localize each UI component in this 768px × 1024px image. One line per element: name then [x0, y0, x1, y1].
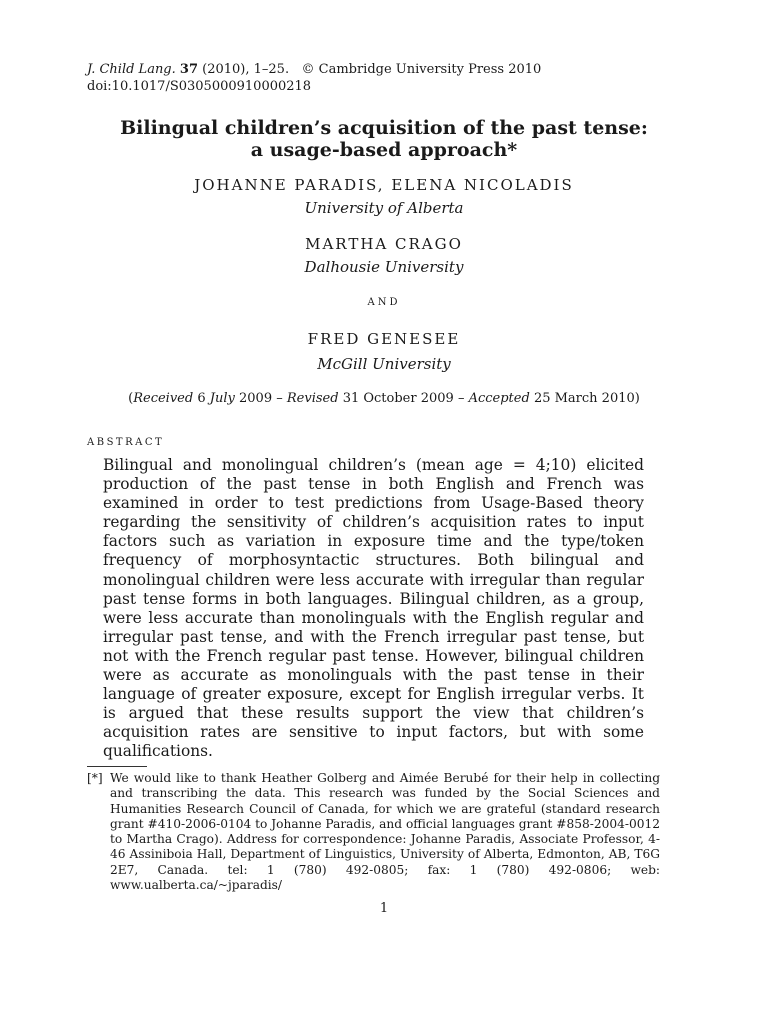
article-title-line-1: Bilingual children’s acquisition of the past tense: — [120, 117, 648, 139]
revised-date: 31 October 2009 — [342, 391, 454, 406]
author-affiliation-2: Dalhousie University — [304, 258, 464, 276]
footnote-marker: [*] — [87, 771, 103, 785]
accepted-label: Accepted — [468, 391, 530, 406]
copyright-notice: © Cambridge University Press 2010 — [301, 62, 542, 77]
page-number: 1 — [379, 901, 389, 916]
revised-label: Revised — [286, 391, 339, 406]
journal-name: J. Child Lang. — [87, 62, 176, 77]
dates-close-paren: ) — [634, 391, 640, 406]
author-names-1: JOHANNE PARADIS, ELENA NICOLADIS — [194, 176, 574, 194]
journal-citation — [87, 62, 541, 78]
dates-sep-2: – — [457, 391, 465, 406]
received-year: 2009 — [239, 391, 273, 406]
dates-open-paren: ( — [128, 391, 134, 406]
footnote-text: We would like to thank Heather Golberg and Aimée Berubé for their help in collecting and transcribing the data. This research was funded by the Social Sciences and Humanities Research Council of Canada, for which we are grateful (standard research grant #410-2006-0104 to Johanne Paradis, and official languages grant #858-2004-0012 to Martha Crago). Address for correspondence: Johanne Paradis, Associate Professor, 4-46 Assiniboia Hall, Department of Linguistics, University of Alberta, Edmonton, AB, T6G 2E7, Canada. tel: 1 (780) 492-0805; fax: 1 (780) 492-0806; web: www.ualberta.ca/~jparadis/ — [110, 771, 660, 893]
author-names-2: MARTHA CRAGO — [305, 235, 463, 253]
journal-volume: 37 — [179, 62, 198, 77]
dates-sep-1: – — [276, 391, 283, 406]
received-label: Received — [133, 391, 194, 406]
and-separator: AND — [367, 297, 401, 308]
author-affiliation-1: University of Alberta — [304, 199, 464, 217]
received-day: 6 — [197, 391, 206, 406]
citation-pages: (2010), 1–25. — [202, 62, 290, 77]
footnote-rule — [87, 766, 147, 767]
submission-dates — [0, 391, 768, 407]
author-affiliation-3: McGill University — [317, 355, 451, 373]
doi-line: doi:10.1017/S0305000910000218 — [87, 79, 312, 94]
abstract-text: Bilingual and monolingual children’s (mean age = 4;10) elicited production of the past tense in both English and French was examined in order to test predictions from Usage-Based theory regarding the sensitivity of children’s acquisition rates to input factors such as variation in exposure time and the type/token frequency of morphosyntactic structures. Both bilingual and monolingual children were less accurate with irregular than regular past tense forms in both languages. Bilingual children, as a group, were less accurate than monolinguals with the English regular and irregular past tense, and with the French irregular past tense, but not with the French regular past tense. However, bilingual children were as accurate as monolinguals with the past tense in their language of greater exposure, except for English irregular verbs. It is argued that these results support the view that children’s acquisition rates are sensitive to input factors, but with some qualifications. — [103, 456, 644, 761]
accepted-date: 25 March 2010 — [533, 391, 635, 406]
author-names-3: FRED GENESEE — [307, 330, 461, 348]
abstract-heading: ABSTRACT — [87, 437, 165, 448]
received-month: July — [209, 391, 235, 406]
article-title-line-2: a usage-based approach* — [250, 139, 518, 161]
